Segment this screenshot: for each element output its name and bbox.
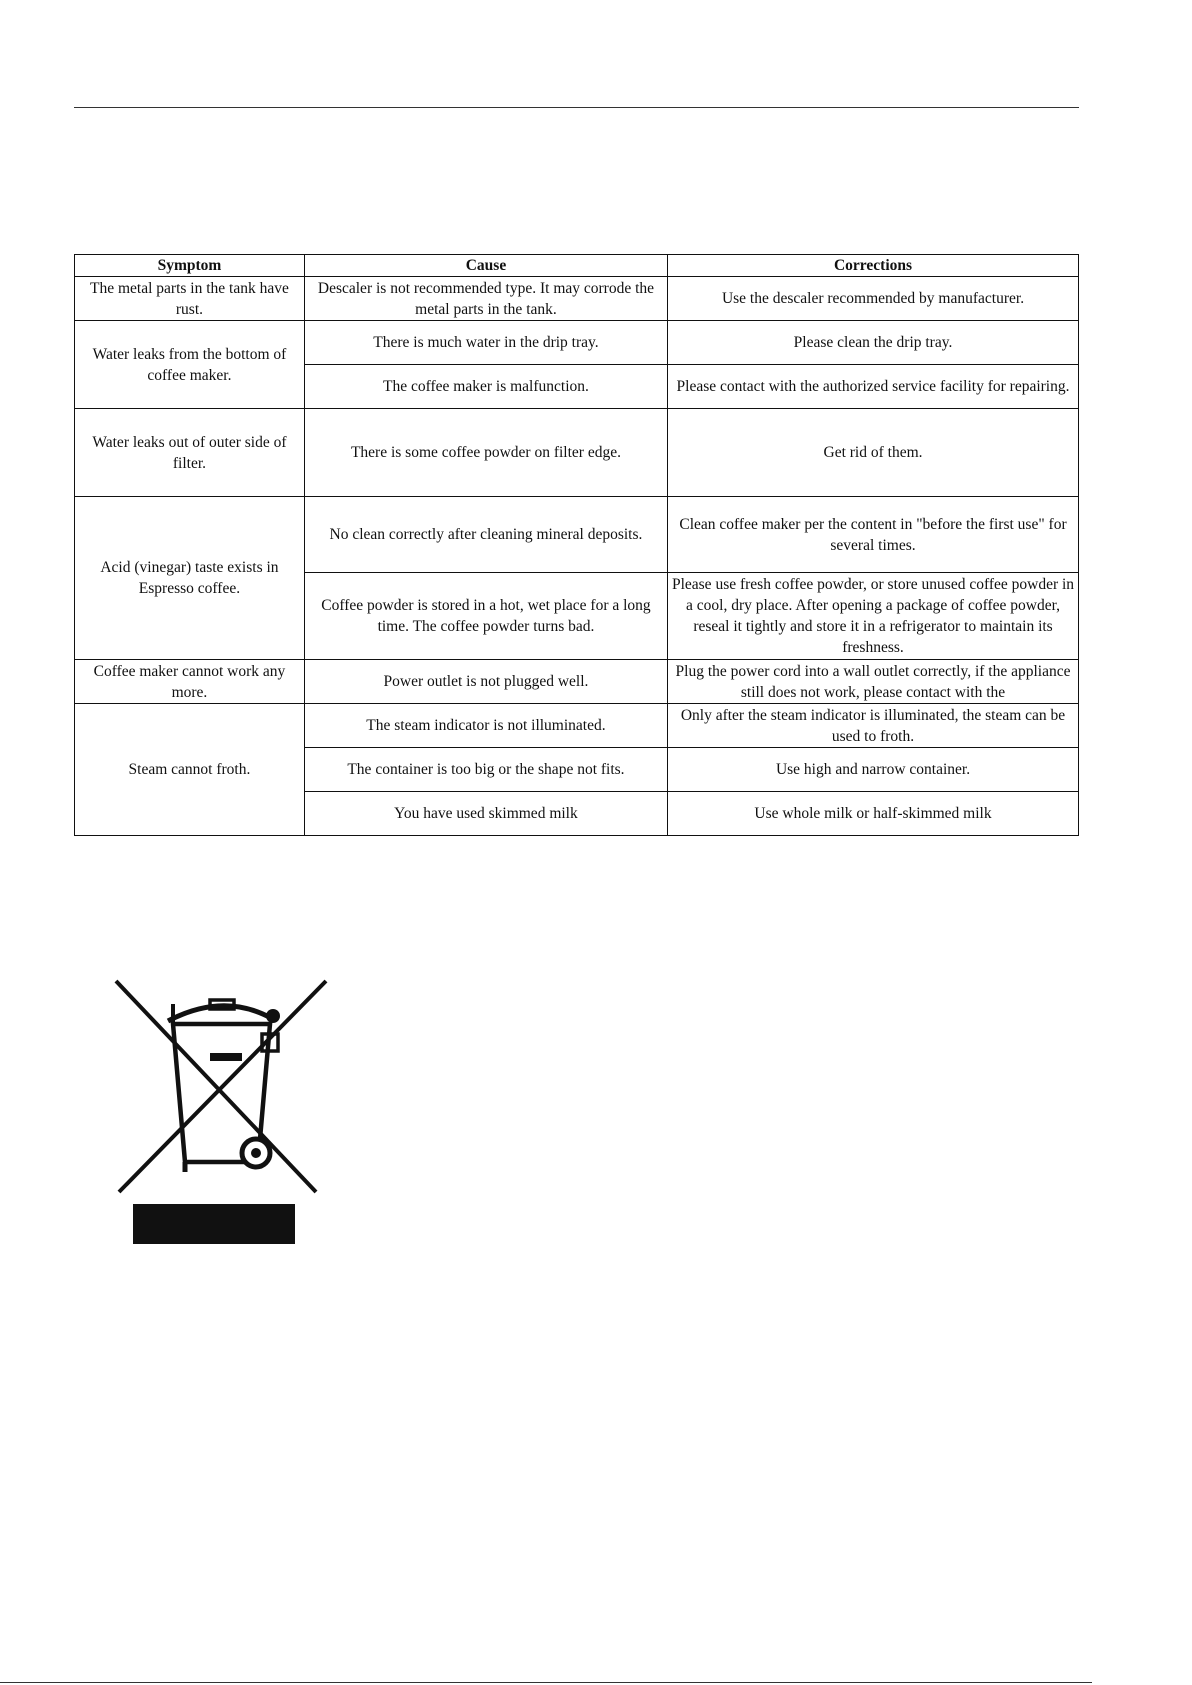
symptom-cell: Water leaks out of outer side of filter. — [75, 409, 305, 497]
header-corrections: Corrections — [668, 255, 1079, 277]
cause-cell: Power outlet is not plugged well. — [304, 660, 667, 704]
correction-cell: Clean coffee maker per the content in "before the first use" for several times. — [668, 497, 1079, 573]
table-header-row — [75, 255, 1079, 277]
correction-cell: Use whole milk or half-skimmed milk — [668, 792, 1079, 836]
table-row — [75, 409, 1079, 497]
correction-cell: Use the descaler recommended by manufacturer. — [668, 277, 1079, 321]
cause-cell: You have used skimmed milk — [304, 792, 667, 836]
footer-rule-tick — [1080, 1682, 1092, 1683]
header-cause: Cause — [304, 255, 667, 277]
cause-cell: Descaler is not recommended type. It may corrode the metal parts in the tank. — [304, 277, 667, 321]
header-symptom: Symptom — [75, 255, 305, 277]
cause-cell: Coffee powder is stored in a hot, wet place for a long time. The coffee powder turns bad. — [304, 573, 667, 660]
header-rule — [74, 107, 1079, 108]
correction-cell — [668, 660, 1079, 704]
table-row — [75, 277, 1079, 321]
correction-cell: Please contact with the authorized service facility for repairing. — [668, 365, 1079, 409]
cause-cell: The steam indicator is not illuminated. — [304, 704, 667, 748]
symptom-cell: Water leaks from the bottom of coffee maker. — [75, 321, 305, 409]
footer-rule — [0, 1682, 1080, 1683]
table-row — [75, 497, 1079, 573]
correction-cell: Please clean the drip tray. — [668, 321, 1079, 365]
symptom-cell: Acid (vinegar) taste exists in Espresso coffee. — [75, 497, 305, 660]
cause-cell: No clean correctly after cleaning mineral deposits. — [304, 497, 667, 573]
table-row — [75, 660, 1079, 704]
symptom-cell: Coffee maker cannot work any more. — [75, 660, 305, 704]
table-row — [75, 321, 1079, 365]
crossed-out-wheelie-bin-icon — [113, 978, 328, 1244]
correction-cell: Only after the steam indicator is illuminated, the steam can be used to froth. — [668, 704, 1079, 748]
cause-cell: There is much water in the drip tray. — [304, 321, 667, 365]
correction-cell: Use high and narrow container. — [668, 748, 1079, 792]
correction-cell: Please use fresh coffee powder, or store unused coffee powder in a cool, dry place. After opening a package of coffee powder, reseal it tightly and store it in a refrigerator to maintain its freshness. — [668, 573, 1079, 660]
symptom-cell: The metal parts in the tank have rust. — [75, 277, 305, 321]
troubleshooting-table — [74, 254, 1079, 836]
cause-cell: The coffee maker is malfunction. — [304, 365, 667, 409]
correction-text-clipped: Plug the power cord into a wall outlet correctly, if the appliance still does not work, please contact with the — [675, 662, 1071, 701]
correction-cell: Get rid of them. — [668, 409, 1079, 497]
table-row — [75, 704, 1079, 748]
symptom-cell: Steam cannot froth. — [75, 704, 305, 836]
cause-cell: There is some coffee powder on filter edge. — [304, 409, 667, 497]
cause-cell: The container is too big or the shape not fits. — [304, 748, 667, 792]
